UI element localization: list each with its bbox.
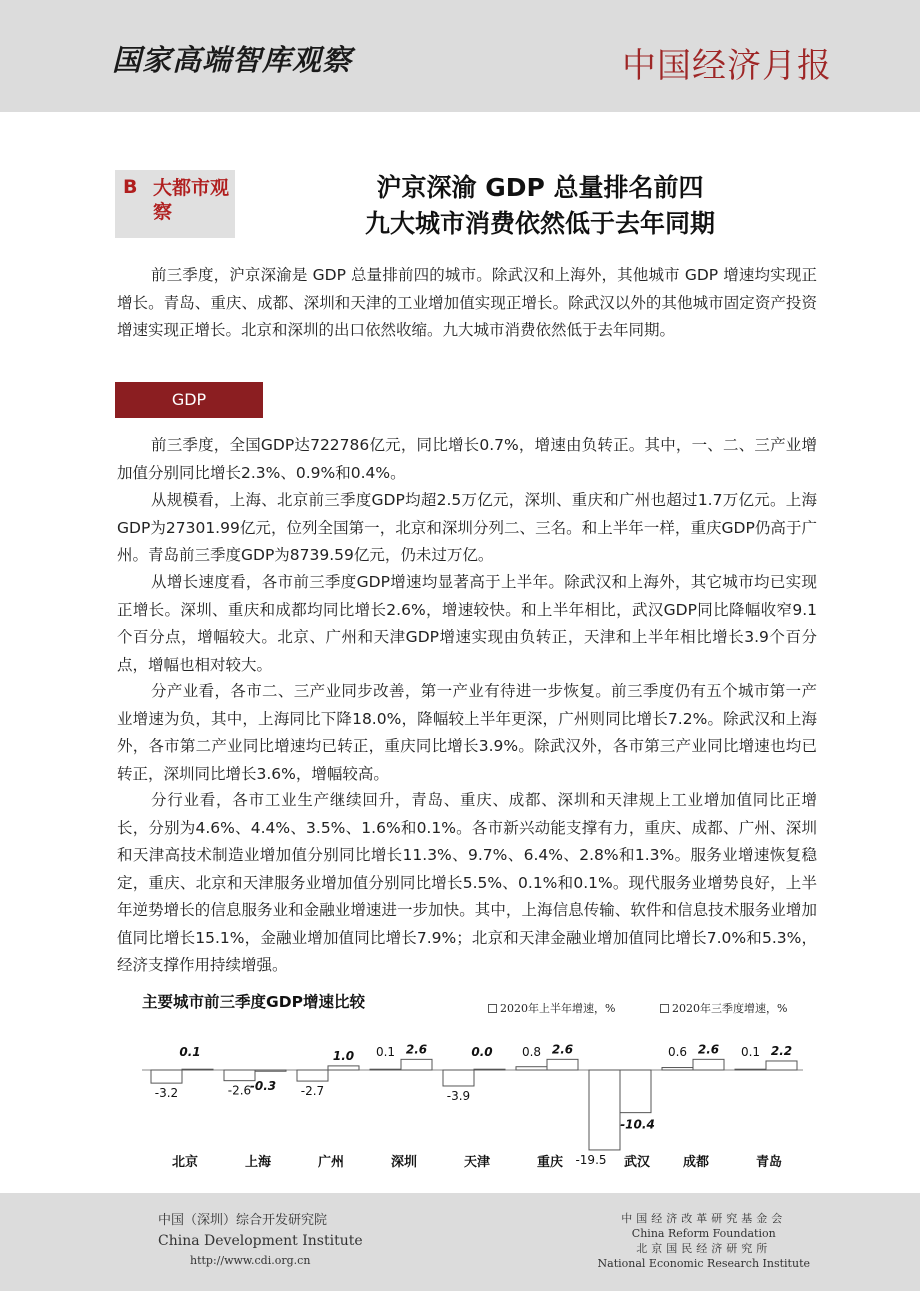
bar-q3-8 [766, 1061, 797, 1070]
org-name-en: China Development Institute [158, 1233, 363, 1249]
footer-org-left [158, 1211, 363, 1271]
bar-q3-1 [255, 1070, 286, 1071]
foundation-name-cn: 中国经济改革研究基金会 [621, 1212, 787, 1225]
body-paragraph: 前三季度，全国GDP达722786亿元，同比增长0.7%，增速由负转正。其中，一、二、三产业增加值分别同比增长2.3%、0.9%和0.4%。 [117, 436, 817, 482]
bar-q3-3 [401, 1059, 432, 1070]
body-paragraph: 从规模看，上海、北京前三季度GDP均超2.5万亿元，深圳、重庆和广州也超过1.7万亿元。上海GDP为27301.99亿元，位列全国第一，北京和深圳分列二、三名。和上半年一样，重庆GDP仍高于广州。青岛前三季度GDP为8739.59亿元，仍未过万亿。 [117, 491, 817, 564]
bar-first-half-6 [589, 1070, 620, 1150]
label-q3-2: 1.0 [332, 1048, 355, 1063]
gdp-section-label: GDP [171, 390, 207, 409]
label-first-half-3: 0.1 [375, 1045, 396, 1059]
page-header [0, 0, 920, 112]
article-headline [260, 170, 820, 242]
intro-paragraph: 前三季度，沪京深渝是 GDP 总量排前四的城市。除武汉和上海外，其他城市 GDP 增速均实现正增长。青岛、重庆、成都、深圳和天津的工业增加值实现正增长。除武汉以外的其他城市固定资产投资增速实现正增长。北京和深圳的出口依然收缩。九大城市消费依然低于去年同期。 [117, 266, 817, 339]
headline-line-2: 九大城市消费依然低于去年同期 [364, 209, 715, 238]
category-label-4: 天津 [463, 1155, 491, 1170]
section-tag [115, 170, 235, 238]
org-url: http://www.cdi.org.cn [190, 1254, 311, 1267]
legend-item-first-half [488, 1000, 615, 1016]
label-first-half-5: 0.8 [521, 1045, 542, 1059]
body-paragraph: 从增长速度看，各市前三季度GDP增速均显著高于上半年。除武汉和上海外，其它城市均已实现正增长。深圳、重庆和成都均同比增长2.6%，增速较快。和上半年相比，武汉GDP同比降幅收窄9.1个百分点，增幅较大。北京、广州和天津GDP增速实现由负转正，天津和上半年相比增长3.9个百分点，增幅也相对较大。 [117, 573, 817, 674]
label-q3-8: 2.2 [770, 1043, 793, 1058]
headline-line-1: 沪京深渝 GDP 总量排名前四 [376, 173, 704, 202]
category-label-0: 北京 [171, 1155, 199, 1170]
legend-swatch [488, 1004, 497, 1013]
foundation-name-en: China Reform Foundation [631, 1227, 776, 1240]
category-label-8: 青岛 [755, 1155, 783, 1170]
bar-q3-4 [474, 1069, 505, 1070]
bar-q3-7 [693, 1059, 724, 1070]
label-first-half-4: -3.9 [446, 1088, 471, 1103]
bar-first-half-2 [297, 1070, 328, 1081]
page-footer [0, 1193, 920, 1291]
label-first-half-2: -2.7 [300, 1084, 325, 1099]
footer-org-right [598, 1211, 810, 1271]
org-name-cn: 中国（深圳）综合开发研究院 [158, 1213, 328, 1228]
institute-name-en: National Economic Research Institute [597, 1257, 810, 1270]
category-label-5: 重庆 [536, 1155, 564, 1170]
gdp-growth-bar-chart [140, 1020, 810, 1180]
section-name: 大都市观察 [153, 177, 230, 223]
label-first-half-0: -3.2 [154, 1086, 179, 1101]
category-label-6: 武汉 [623, 1155, 651, 1170]
label-first-half-7: 0.6 [667, 1045, 688, 1059]
category-label-1: 上海 [244, 1155, 272, 1170]
legend-swatch [660, 1004, 669, 1013]
bar-first-half-7 [662, 1068, 693, 1070]
section-letter: B [123, 176, 138, 198]
label-q3-6: -10.4 [620, 1117, 655, 1132]
label-q3-4: 0.0 [471, 1045, 493, 1059]
legend-label: 2020年三季度增速，% [672, 1002, 788, 1015]
category-label-2: 广州 [317, 1155, 345, 1170]
bar-q3-0 [182, 1069, 213, 1070]
bar-q3-6 [620, 1070, 651, 1113]
label-q3-7: 2.6 [697, 1042, 720, 1057]
legend-label: 2020年上半年增速，% [500, 1002, 616, 1015]
label-first-half-1: -2.6 [227, 1083, 252, 1098]
brand-logo: 国家高端智库观察 [112, 43, 353, 77]
gdp-section-header [115, 382, 263, 418]
bar-first-half-4 [443, 1070, 474, 1086]
institute-name-cn: 北京国民经济研究所 [636, 1242, 772, 1255]
bar-first-half-5 [516, 1067, 547, 1070]
body-paragraph: 分产业看，各市二、三产业同步改善，第一产业有待进一步恢复。前三季度仍有五个城市第一产业增速为负，其中，上海同比下降18.0%，降幅较上半年更深，广州则同比增长7.2%。除武汉和上海外，各市第二产业同比增速均已转正，重庆同比增长3.9%。除武汉外，各市第三产业同比增速也均已转正，深圳同比增长3.6%，增幅较高。 [117, 682, 817, 783]
label-q3-5: 2.6 [551, 1042, 574, 1057]
category-label-7: 成都 [682, 1155, 710, 1170]
publication-title: 中国经济月报 [622, 46, 832, 86]
category-label-3: 深圳 [390, 1155, 418, 1170]
bar-q3-2 [328, 1066, 359, 1070]
bar-first-half-3 [370, 1069, 401, 1070]
bar-first-half-0 [151, 1070, 182, 1083]
label-q3-3: 2.6 [405, 1042, 428, 1057]
label-first-half-6: -19.5 [575, 1152, 607, 1167]
label-q3-1: -0.3 [249, 1079, 277, 1093]
bar-first-half-8 [735, 1069, 766, 1070]
body-paragraph: 分行业看，各市工业生产继续回升，青岛、重庆、成都、深圳和天津规上工业增加值同比正增长，分别为4.6%、4.4%、3.5%、1.6%和0.1%。各市新兴动能支撑有力，重庆、成都、广州、深圳和天津高技术制造业增加值分别同比增长11.3%、9.7%、6.4%、2.8%和1.3%。服务业增速恢复稳定，重庆、北京和天津服务业增加值分别同比增长5.5%、0.1%和0.1%。现代服务业增势良好，上半年逆势增长的信息服务业和金融业增速进一步加快。其中，上海信息传输、软件和信息技术服务业增加值同比增长15.1%，金融业增加值同比增长7.9%；北京和天津金融业增加值同比增长7.0%和5.3%，经济支撑作用持续增强。 [117, 791, 817, 974]
chart-title: 主要城市前三季度GDP增速比较 [142, 993, 365, 1011]
label-q3-0: 0.1 [179, 1045, 201, 1059]
bar-q3-5 [547, 1059, 578, 1070]
label-first-half-8: 0.1 [740, 1045, 761, 1059]
legend-item-q3 [660, 1000, 787, 1016]
